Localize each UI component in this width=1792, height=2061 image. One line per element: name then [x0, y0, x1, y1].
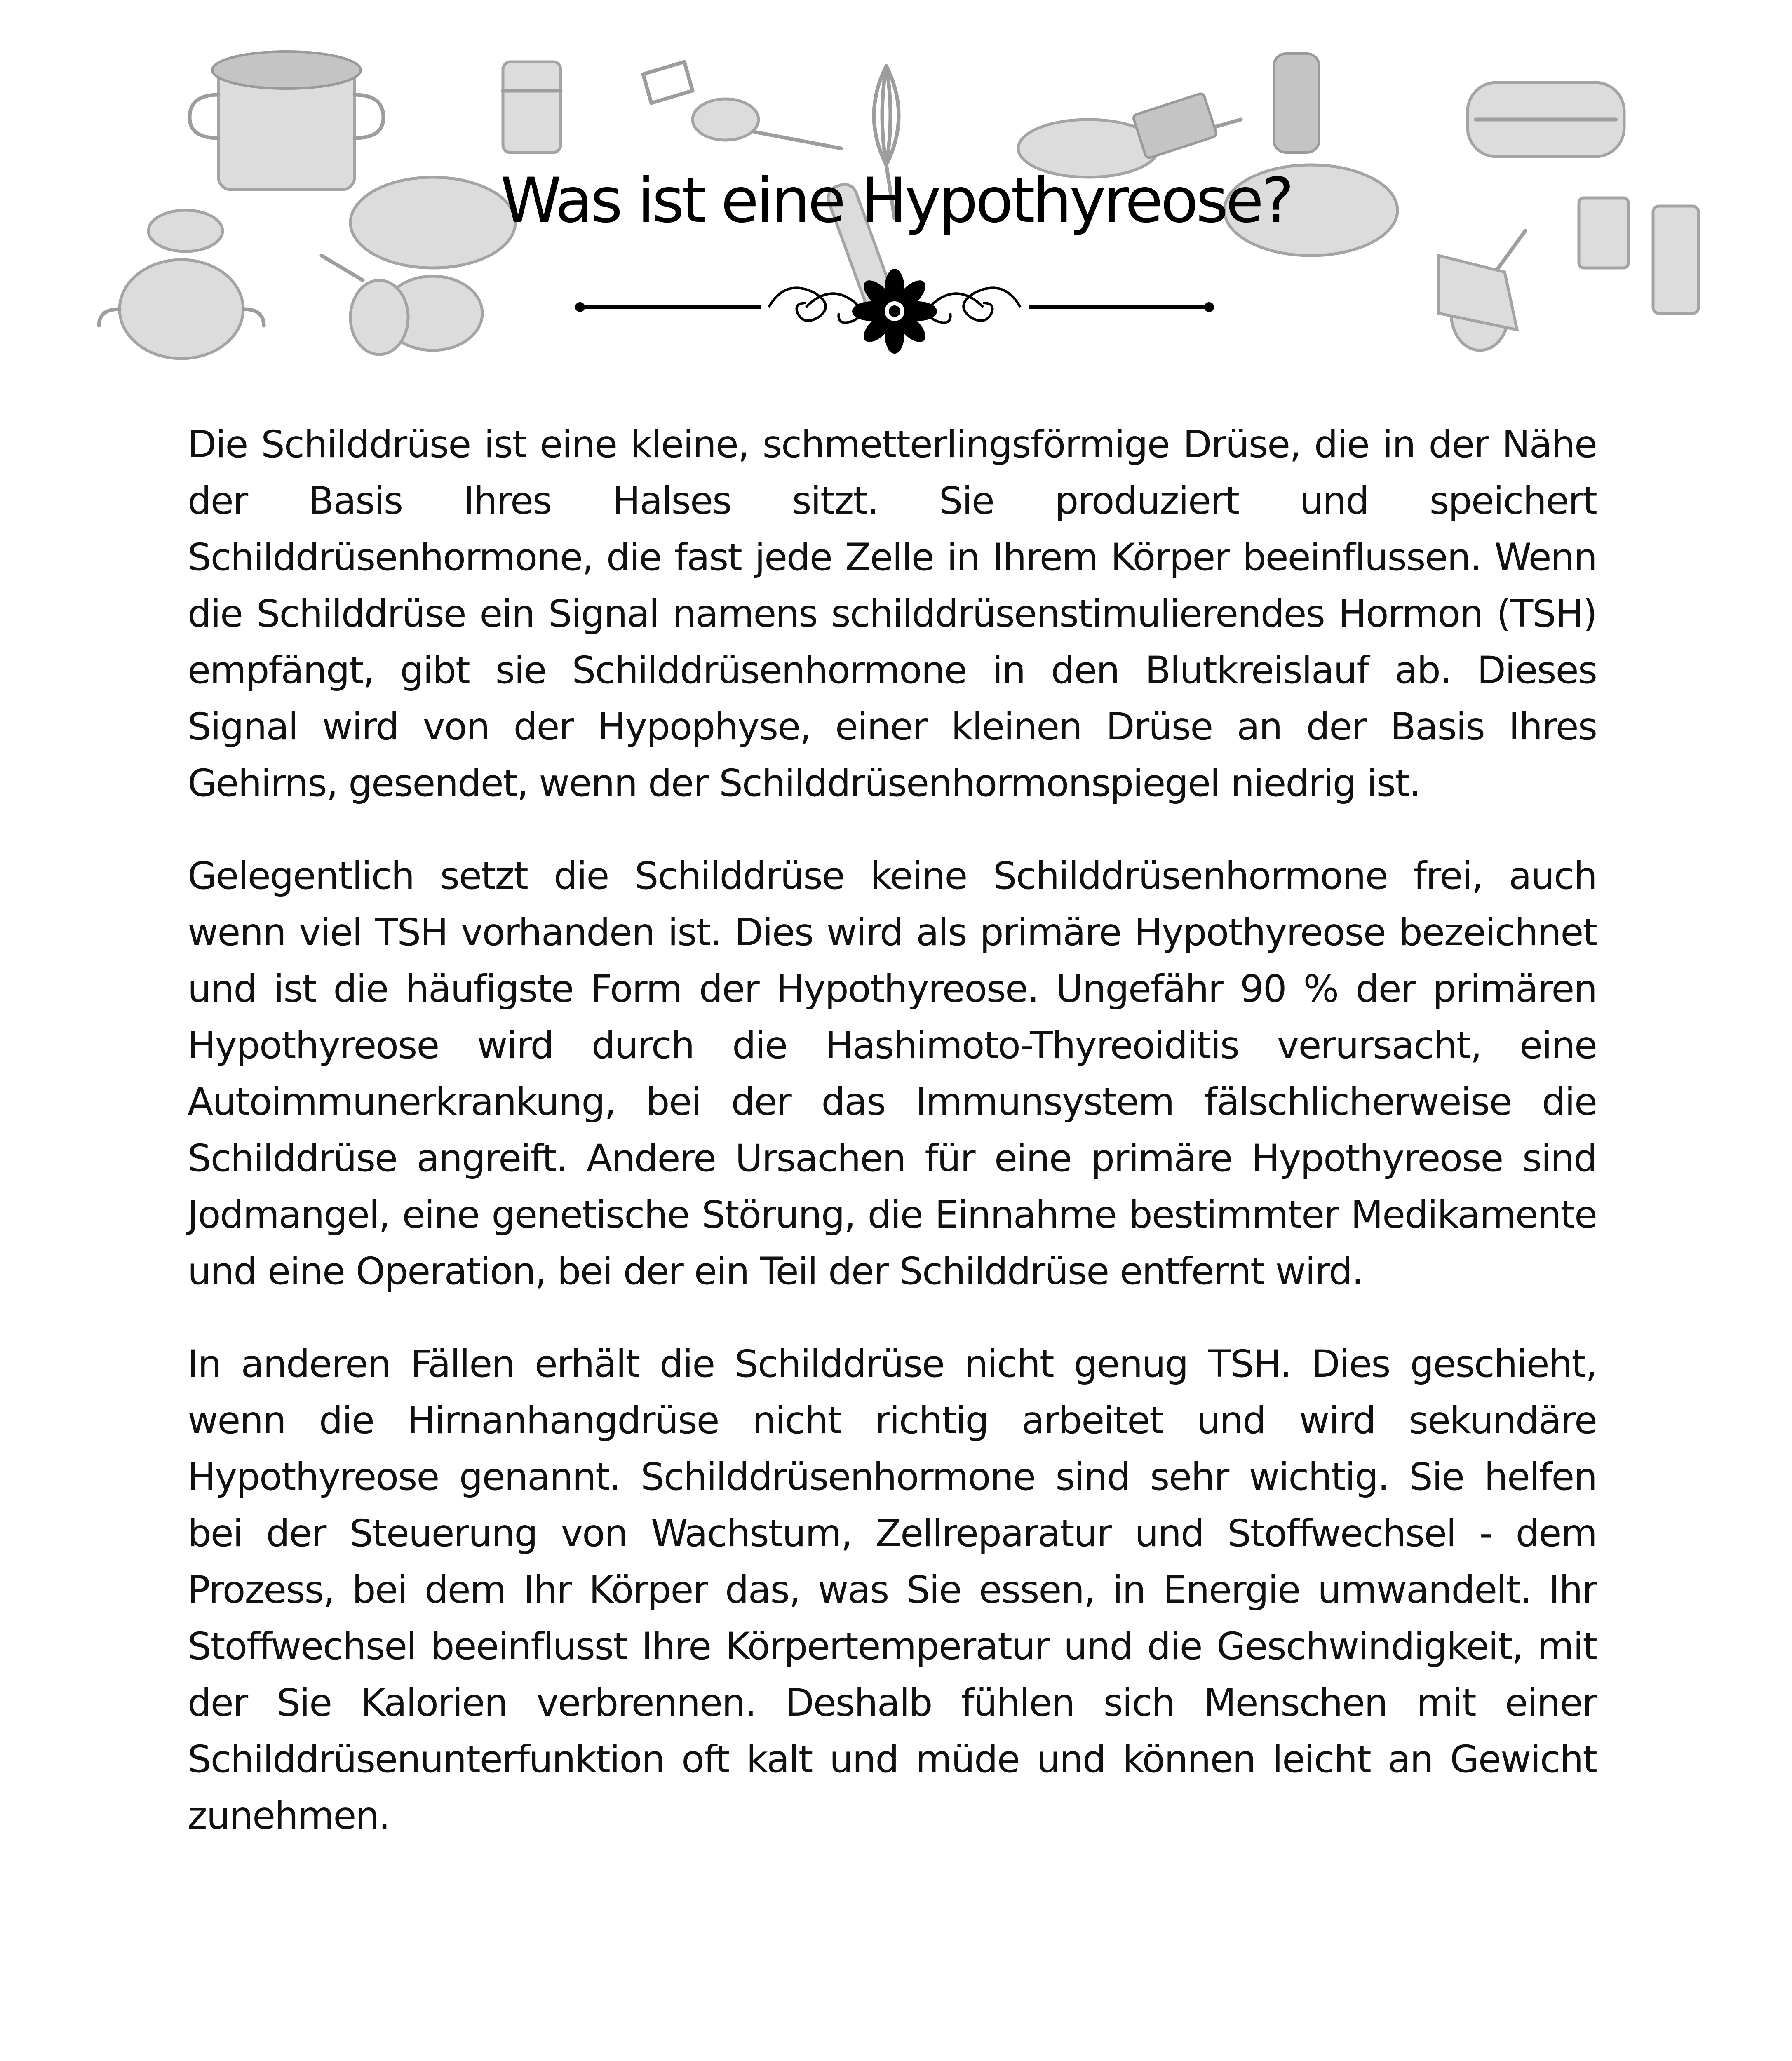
- floral-ornament-divider: [575, 268, 1214, 363]
- body-text: [188, 416, 1597, 1880]
- flower-ornament-icon: [575, 268, 1214, 363]
- page-title: Was ist eine Hypothyreose?: [500, 165, 1292, 237]
- paragraph: Die Schilddrüse ist eine kleine, schmetterlingsförmige Drüse, die in der Nähe der Basis Ihres Halses sitzt. Sie produziert und speichert Schilddrüsenhormone, die fast jede Zelle in Ihrem Körper beeinflussen. Wenn die Schilddrüse ein Signal namens schilddrüsenstimulierendes Hormon (TSH) empfängt, gibt sie Schilddrüsenhormone in den Blutkreislauf ab. Dieses Signal wird von der Hypophyse, einer kleinen Drüse an der Basis Ihres Gehirns, gesendet, wenn der Schilddrüsenhormonspiegel niedrig ist.: [188, 423, 1597, 805]
- paragraph: In anderen Fällen erhält die Schilddrüse nicht genug TSH. Dies geschieht, wenn die Hirnanhangdrüse nicht richtig arbeitet und wird sekundäre Hypothyreose genannt. Schilddrüsenhormone sind sehr wichtig. Sie helfen bei der Steuerung von Wachstum, Zellreparatur und Stoffwechsel - dem Prozess, bei dem Ihr Körper das, was Sie essen, in Energie umwandelt. Ihr Stoffwechsel beeinflusst Ihre Körpertemperatur und die Geschwindigkeit, mit der Sie Kalorien verbrennen. Deshalb fühlen sich Menschen mit einer Schilddrüsenunterfunktion oft kalt und müde und können leicht an Gewicht zunehmen.: [188, 1343, 1597, 1838]
- paragraph: Gelegentlich setzt die Schilddrüse keine Schilddrüsenhormone frei, auch wenn viel TSH vorhanden ist. Dies wird als primäre Hypothyreose bezeichnet und ist die häufigste Form der Hypothyreose. Ungefähr 90 % der primären Hypothyreose wird durch die Hashimoto-Thyreoiditis verursacht, eine Autoimmunerkrankung, bei der das Immunsystem fälschlicherweise die Schilddrüse angreift. Andere Ursachen für eine primäre Hypothyreose sind Jodmangel, eine genetische Störung, die Einnahme bestimmter Medikamente und eine Operation, bei der ein Teil der Schilddrüse entfernt wird.: [188, 854, 1597, 1293]
